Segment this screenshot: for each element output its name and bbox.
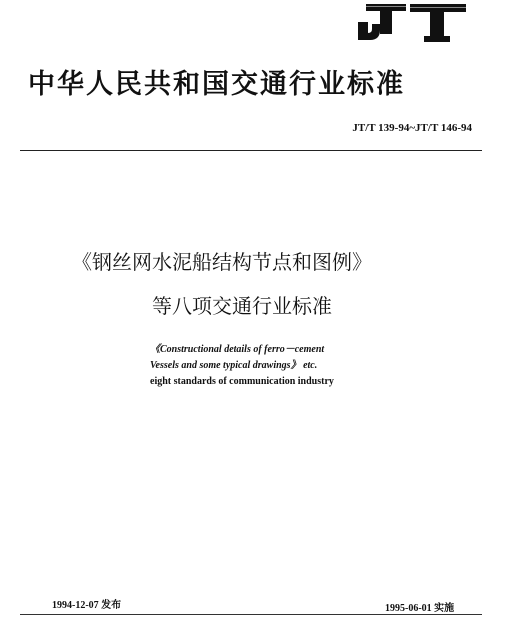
title-english-line-1: 《Constructional details of ferro－cement: [150, 344, 325, 355]
jt-logo-mark: [352, 0, 472, 44]
title-english: [150, 342, 334, 390]
standard-code: JT/T 139-94~JT/T 146-94: [352, 122, 472, 134]
issue-date: 1994-12-07 发布: [52, 600, 122, 611]
title-english-line-2: Vessels and some typical drawings》 etc.: [150, 360, 318, 371]
footer-divider: [20, 614, 482, 615]
title-chinese-line-2: 等八项交通行业标准: [152, 294, 332, 318]
implementation-date: 1995-06-01 实施: [385, 603, 455, 614]
jt-logo: [352, 0, 472, 44]
title-chinese-line-1: 《钢丝网水泥船结构节点和图例》: [72, 250, 372, 274]
title-english-line-3: eight standards of communication industry: [150, 376, 334, 387]
header-divider: [20, 150, 482, 151]
standard-series-title: 中华人民共和国交通行业标准: [28, 69, 405, 100]
